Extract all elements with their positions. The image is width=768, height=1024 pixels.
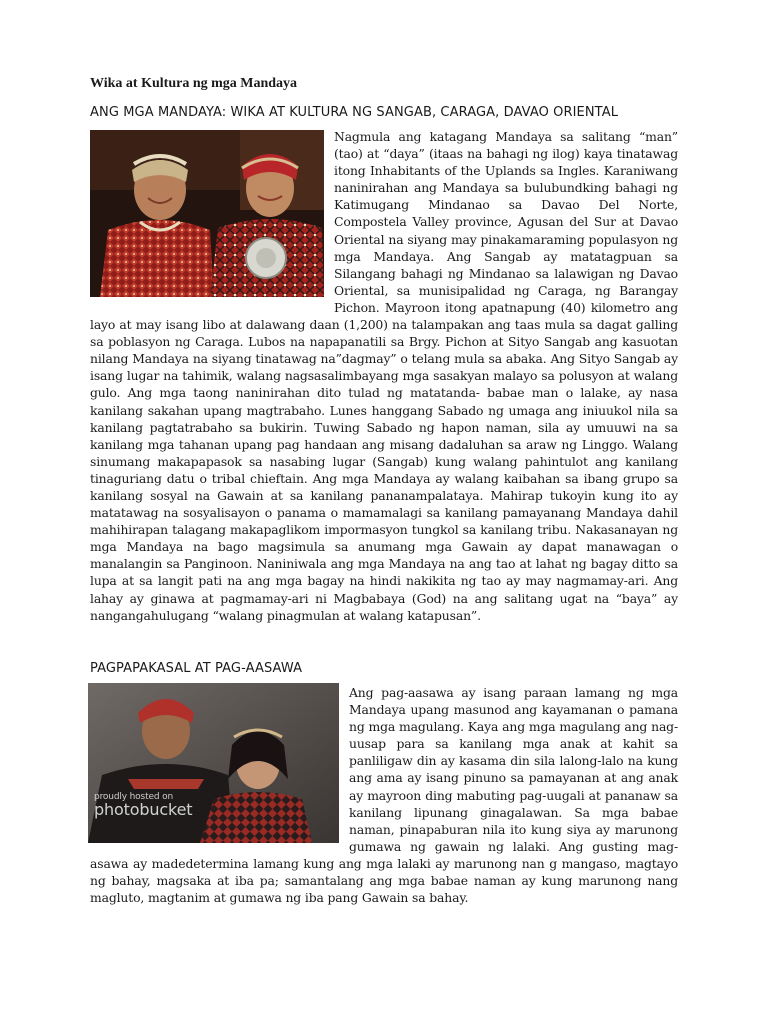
section-heading-marriage: PAGPAPAKASAL AT PAG-AASAWA [90,661,303,676]
document-title: Wika at Kultura ng mga Mandaya [90,76,298,91]
section-heading-mandaya: ANG MGA MANDAYA: WIKA AT KULTURA NG SANGAB, CARAGA, DAVAO ORIENTAL [90,105,619,120]
photobucket-watermark-line2: photobucket [94,800,193,819]
section-marriage-paragraph: Ang pag-aasawa ay isang paraan lamang ng mga Mandaya upang masunod ang kayamanan o pamana ng mga magulang. Kaya ang mga magulang ang nag-uusap para sa kanilang mga anak at kahit sa panliligaw din ay kasama din sila lalong-lalo na kung ang ama ay isang pinuno sa pamayanan at ang anak ay mayroon ding mabuting pag-uugali at pananaw sa kanilang lipunang ginagalawan. Sa mga babae naman, pinapaburan nila ito kung siya ay marunong gumawa ng gawain ng lalaki. Ang gusting mag-asawa ay madedetermina lamang kung ang mga lalaki ay marunong nan g mangaso, magtayo ng bahay, magsaka at iba pa; samantalang ang mga babae naman ay kung marunong nang magluto, magtanim at gumawa ng iba pang Gawain sa bahay. [90,685,678,906]
mandaya-women-photo [90,130,324,297]
mandaya-couple-photo [88,683,339,843]
section-mandaya-paragraph: Nagmula ang katagang Mandaya sa salitang “man” (tao) at “daya” (itaas na bahagi ng ilog) kaya tinatawag itong Inhabitants of the Uplands sa Ingles. Karaniwang naninirahan ang Mandaya sa bulubundking bahagi ng Katimugang Mindanao sa Davao Del Norte, Compostela Valley province, Agusan del Sur at Davao Oriental na siyang may pinakamaraming populasyon ng mga Mandaya. Ang Sangab ay matatagpuan sa Silangang bahagi ng Mindanao sa lalawigan ng Davao Oriental, sa munisipalidad ng Caraga, ng Barangay Pichon. Mayroon itong apatnapung (40) kilometro ang layo at may isang libo at dalawang daan (1,200) na talampakan ang taas mula sa dagat galling sa poblasyon ng Caraga. Lubos na napapanatili sa Brgy. Pichon at Sityo Sangab ang kasuotan nilang Mandaya na siyang tinatawag na”dagmay” o telang mula sa abaka. Ang Sityo Sangab ay isang lugar na tahimik, walang nagsasalimbayang mga sasakyan malayo sa polusyon at walang gulo. Ang mga taong naninirahan dito tulad ng matatanda- babae man o lalake, ay nasa kanilang sakahan upang magtrabaho. Lunes hanggang Sabado ng umaga ang iniuukol nila sa kanilang pagtatrabaho sa bukirin. Tuwing Sabado ng hapon naman, sila ay umuuwi na sa kanilang mga tahanan upang pag handaan ang misang dadaluhan sa araw ng Linggo. Walang sinumang makapapasok sa nasabing lugar (Sangab) kung walang pahintulot ang kanilang tinaguriang datu o tribal chieftain. Ang mga Mandaya ay walang kaibahan sa ibang grupo sa kanilang sosyal na Gawain at sa kanilang pananampalataya. Mahirap tukoyin kung ito ay matatawag na sosyalisayon o panama o mamamalagi sa kanilang pamayanang Mandaya dahil mahihirapan talagang makapaglikom impormasyon tungkol sa kanilang tribu. Nakasanayan ng mga Mandaya na bago magsimula sa anumang mga Gawain ay dapat manawagan o manalangin sa Panginoon. Naniniwala ang mga Mandaya na ang tao at lahat ng bagay ditto sa lupa at sa langit pati na ang mga bagay na hindi nakikita ng tao ay may nagmamay-ari. Ang lahay ay ginawa at pagmamay-ari ni Magbabaya (God) na ang salitang ugat na “baya” ay nangangahulugang “walang pinagmulan at walang katapusan”. [90,129,678,623]
photobucket-watermark-line1: proudly hosted on [94,792,174,802]
section-marriage-body [90,684,678,906]
section-mandaya-body [90,128,678,624]
